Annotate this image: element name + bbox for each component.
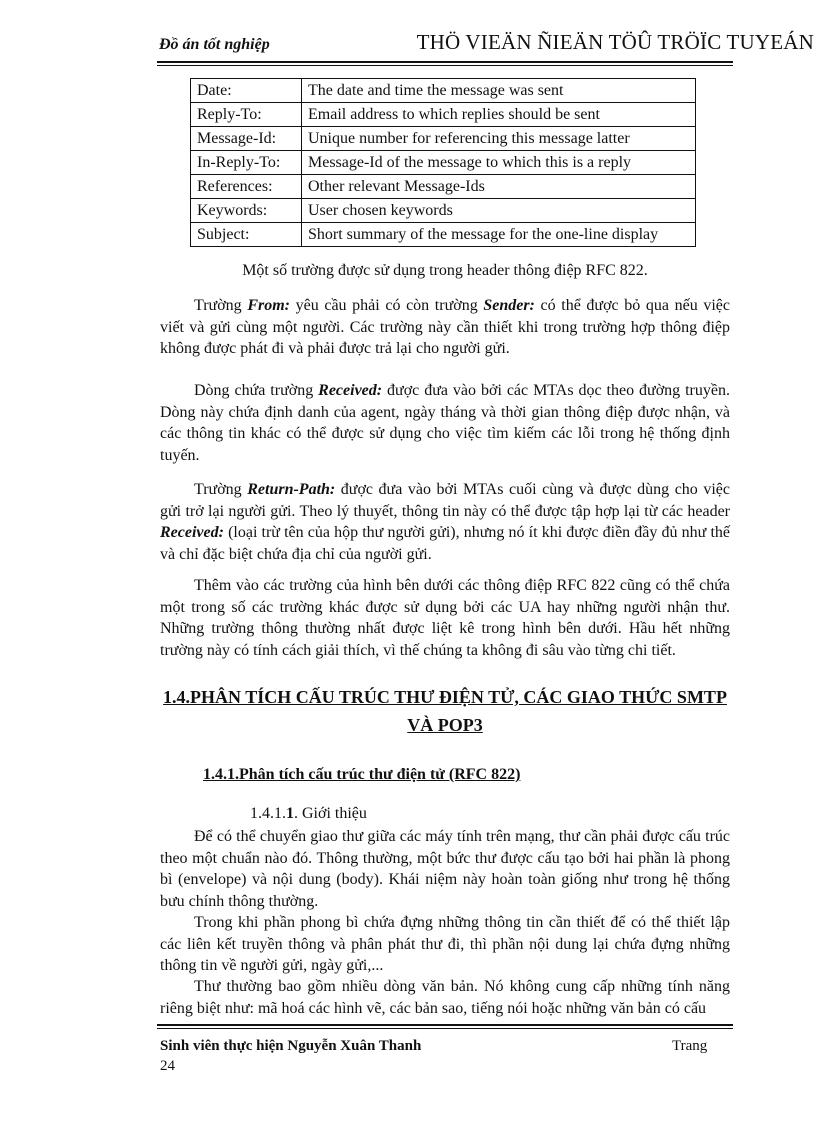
- table-row: [191, 151, 696, 175]
- field-description-cell: Message-Id of the message to which this is a reply: [302, 151, 696, 175]
- paragraph-other-fields: Thêm vào các trường của hình bên dưới các thông điệp RFC 822 cũng có thể chứa một trong số các trường khác được sử dụng bởi các UA hay những người nhận thư. Những trường thông thường nhất được liệt kê trong hình bên dưới. Hầu hết những trường này có tính cách giải thích, vì thế chúng ta không đi sâu vào từng chi tiết.: [160, 577, 730, 659]
- table-row: [191, 127, 696, 151]
- table-row: [191, 175, 696, 199]
- table-row: [191, 199, 696, 223]
- field-name-cell: Subject:: [191, 223, 302, 247]
- field-name-cell: Date:: [191, 79, 302, 103]
- table-row: [191, 79, 696, 103]
- field-name-cell: Message-Id:: [191, 127, 302, 151]
- paragraph-return-path: Trường Return-Path: được đưa vào bởi MTAs cuối cùng và được dùng cho việc gửi trở lại người gửi. Theo lý thuyết, thông tin này có thể được tập hợp lại từ các header Received: (loại trừ tên của hộp thư người gửi), nhưng nó ít khi được điền đầy đủ như thế và chỉ đặc biệt chứa địa chỉ của người gửi.: [160, 481, 731, 563]
- field-name-cell: Keywords:: [191, 199, 302, 223]
- intro-paragraph-1: Để có thể chuyển giao thư giữa các máy tính trên mạng, thư cần phải được cấu trúc theo một chuẩn nào đó. Thông thường, một bức thư được cấu tạo bởi hai phần là phong bì (envelope) và nội dung (body). Khái niệm này hoàn toàn giống như trong hệ thống bưu chính thông thường.: [160, 828, 730, 910]
- subsubsection-heading: 1.4.1.1. Giới thiệu: [250, 805, 367, 822]
- field-description-cell: Email address to which replies should be sent: [302, 103, 696, 127]
- paragraph-from-sender: Trường From: yêu cầu phải có còn trường Sender: có thể được bỏ qua nếu việc viết và gửi cùng một người. Các trường này cần thiết khi trong trường hợp thông điệp không được phát đi và phải được trả lại cho người gửi.: [160, 297, 731, 357]
- paragraph-received: Dòng chứa trường Received: được đưa vào bởi các MTAs dọc theo đường truyền. Dòng này chứa định danh của agent, ngày tháng và thời gian thông điệp được nhận, và các thông tin khác có thể được sử dụng cho việc tìm kiếm các lỗi trong hệ thống định tuyến.: [160, 382, 730, 464]
- intro-paragraph-2: Trong khi phần phong bì chứa đựng những thông tin cần thiết để có thể thiết lập các liên kết truyền thông và phân phát thư đi, thì phần nội dung lại chứa đựng những thông tin về người gửi, ngày gửi,...: [160, 914, 730, 974]
- library-header: THÖ VIEÄN ÑIEÄN TÖÛ TRÖÏC TUYEÁN: [416, 30, 814, 54]
- table-row: [191, 223, 696, 247]
- field-name-cell: References:: [191, 175, 302, 199]
- field-description-cell: Short summary of the message for the one-line display: [302, 223, 696, 247]
- header-rule: [157, 61, 733, 66]
- field-name-cell: Reply-To:: [191, 103, 302, 127]
- table-caption: Một số trường được sử dụng trong header thông điệp RFC 822.: [242, 262, 648, 279]
- field-description-cell: Unique number for referencing this message latter: [302, 127, 696, 151]
- field-description-cell: Other relevant Message-Ids: [302, 175, 696, 199]
- footer-rule: [157, 1024, 733, 1029]
- field-name-cell: In-Reply-To:: [191, 151, 302, 175]
- footer-page-label: Trang: [672, 1038, 708, 1054]
- intro-paragraph-3: Thư thường bao gồm nhiều dòng văn bản. Nó không cung cấp những tính năng riêng biệt như: mã hoá các hình vẽ, các bản sao, tiếng nói hoặc những văn bản có cấu: [160, 978, 730, 1017]
- subsection-heading: 1.4.1.Phân tích cấu trúc thư điện tử (RFC 822): [203, 766, 521, 783]
- section-heading: 1.4.PHÂN TÍCH CẤU TRÚC THƯ ĐIỆN TỬ, CÁC GIAO THỨC SMTP VÀ POP3: [163, 687, 727, 735]
- footer-author: Sinh viên thực hiện Nguyễn Xuân Thanh: [160, 1038, 422, 1054]
- header-fields-table: [190, 78, 696, 247]
- field-description-cell: User chosen keywords: [302, 199, 696, 223]
- document-header-title: Đồ án tốt nghiệp: [159, 36, 270, 53]
- field-description-cell: The date and time the message was sent: [302, 79, 696, 103]
- footer-page-number: 24: [160, 1058, 175, 1074]
- table-row: [191, 103, 696, 127]
